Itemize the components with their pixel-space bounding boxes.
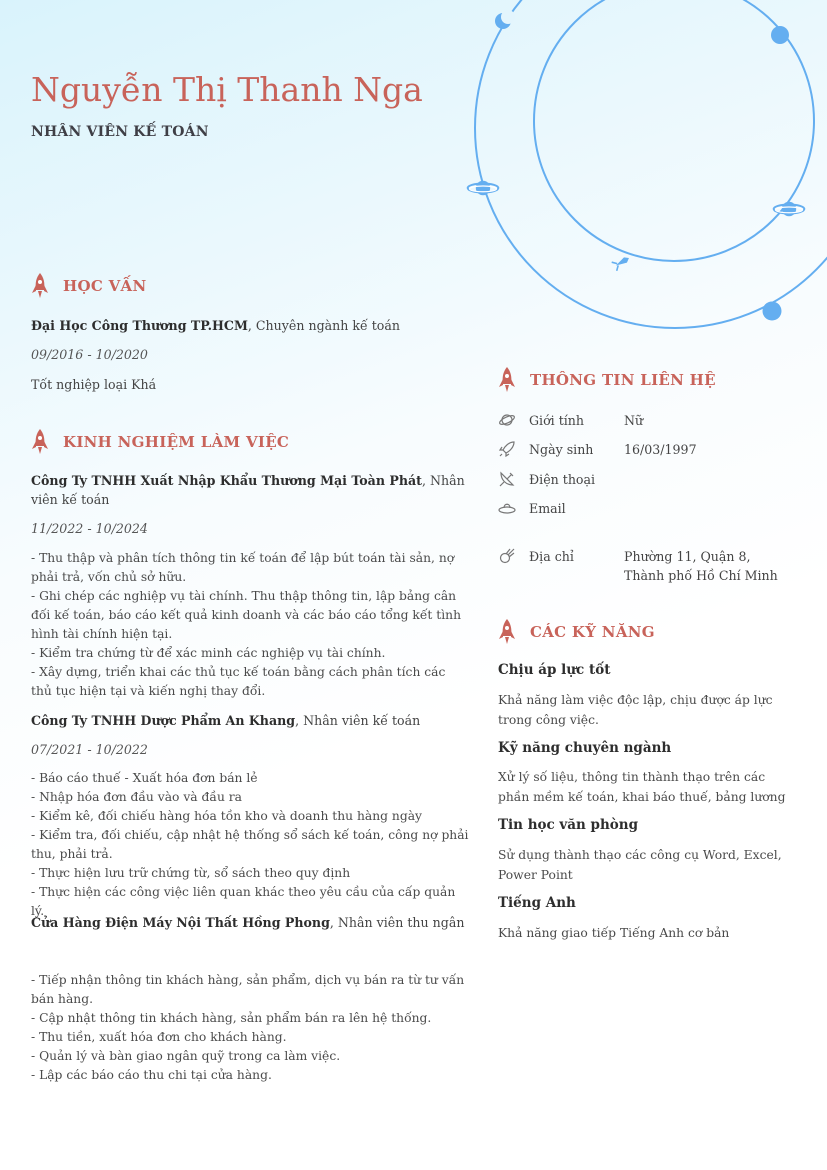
school-name: Đại Học Công Thương TP.HCM — [31, 318, 248, 333]
job-duty: - Nhập hóa đơn đầu vào và đầu ra — [31, 790, 242, 804]
job-period: 07/2021 - 10/2022 — [31, 742, 148, 757]
contact-value: Nữ — [624, 413, 644, 428]
full-name: Nguyễn Thị Thanh Nga — [31, 70, 423, 109]
experience-title: KINH NGHIỆM LÀM VIỆC — [63, 433, 290, 451]
contact-value: Phường 11, Quận 8, Thành phố Hồ Chí Minh — [624, 549, 778, 583]
job-duty: - Lập các báo cáo thu chi tại cửa hàng. — [31, 1068, 272, 1082]
job-description — [31, 549, 469, 701]
job-duty: - Ghi chép các nghiệp vụ tài chính. Thu thập thông tin, lập bảng cân đối kế toán, báo cáo kết quả kinh doanh và các báo cáo tổng kết tình hình tài chính hiện tại. — [31, 589, 462, 641]
rocket-small-icon — [612, 254, 632, 271]
job-title: NHÂN VIÊN KẾ TOÁN — [31, 124, 209, 140]
skill-description: Khả năng làm việc độc lập, chịu được áp lực trong công việc. — [498, 693, 773, 727]
contact-row-gender — [498, 411, 798, 430]
skills-title: CÁC KỸ NĂNG — [530, 623, 655, 641]
contact-value — [624, 499, 798, 518]
comet-icon — [498, 547, 516, 565]
job-duty: - Tiếp nhận thông tin khách hàng, sản phẩm, dịch vụ bán ra từ tư vấn bán hàng. — [31, 973, 465, 1006]
job-duty: - Báo cáo thuế - Xuất hóa đơn bán lẻ — [31, 771, 258, 785]
ufo-icon — [498, 499, 516, 517]
job-company: Công Ty TNHH Xuất Nhập Khẩu Thương Mại Toàn Phát — [31, 473, 422, 488]
skill-name: Tin học văn phòng — [498, 817, 639, 833]
education-note: Tốt nghiệp loại Khá — [31, 377, 157, 392]
rocket-icon — [31, 428, 49, 456]
rocket-icon — [498, 366, 516, 394]
job-header — [31, 913, 471, 932]
job-role: , Nhân viên thu ngân — [329, 915, 465, 930]
job-duty: - Xây dựng, triển khai các thủ tục kế toán bằng cách phân tích các thủ tục hiện tại và kiến nghị thay đổi. — [31, 665, 446, 698]
contact-label: Email — [529, 501, 566, 516]
satellite-icon — [498, 470, 516, 488]
job-duty: - Thu thập và phân tích thông tin kế toán để lập bút toán tài sản, nợ phải trả, vốn chủ sở hữu. — [31, 551, 455, 584]
moon-icon — [495, 10, 515, 29]
skills-heading — [498, 618, 655, 646]
job-duty: - Thực hiện lưu trữ chứng từ, sổ sách theo quy định — [31, 866, 351, 880]
job-description — [31, 769, 469, 921]
job-role: , Nhân viên kế toán — [295, 713, 421, 728]
skill-name: Tiếng Anh — [498, 895, 576, 911]
job-header — [31, 471, 471, 509]
contact-label: Giới tính — [529, 413, 585, 428]
contact-label: Điện thoại — [529, 472, 596, 487]
job-duty: - Thực hiện các công việc liên quan khác theo yêu cầu của cấp quản lý. — [31, 885, 456, 918]
planet-dot-icon — [771, 26, 789, 44]
planet-dot-icon — [763, 302, 782, 321]
contact-row-email — [498, 499, 798, 518]
rocket-icon — [498, 618, 516, 646]
rocket-icon — [31, 272, 49, 300]
education-heading — [31, 272, 147, 300]
skill-description: Khả năng giao tiếp Tiếng Anh cơ bản — [498, 926, 730, 940]
education-period: 09/2016 - 10/2020 — [31, 347, 148, 362]
job-description — [31, 971, 469, 1085]
job-role: , Nhân viên kế toán — [31, 473, 465, 507]
job-duty: - Kiểm kê, đối chiếu hàng hóa tồn kho và doanh thu hàng ngày — [31, 809, 422, 823]
job-company: Cửa Hàng Điện Máy Nội Thất Hồng Phong — [31, 915, 330, 930]
planet-icon — [498, 411, 516, 429]
job-duty: - Kiểm tra, đối chiếu, cập nhật hệ thống sổ sách kế toán, công nợ phải thu, phải trả. — [31, 828, 469, 861]
job-header — [31, 711, 471, 730]
job-duty: - Kiểm tra chứng từ để xác minh các nghiệp vụ tài chính. — [31, 646, 386, 660]
contact-title: THÔNG TIN LIÊN HỆ — [530, 371, 716, 389]
skill-description: Xử lý số liệu, thông tin thành thạo trên các phần mềm kế toán, khai báo thuế, bảng lương — [498, 770, 786, 804]
education-title: HỌC VẤN — [63, 277, 147, 295]
contact-label: Ngày sinh — [529, 442, 594, 457]
skill-name: Kỹ năng chuyên ngành — [498, 740, 672, 756]
job-company: Công Ty TNHH Dược Phẩm An Khang — [31, 713, 296, 728]
education-school-line — [31, 316, 471, 335]
job-duty: - Thu tiền, xuất hóa đơn cho khách hàng. — [31, 1030, 287, 1044]
job-duty: - Quản lý và bàn giao ngân quỹ trong ca làm việc. — [31, 1049, 341, 1063]
contact-heading — [498, 366, 716, 394]
saturn-icon — [468, 181, 499, 195]
contact-value: 16/03/1997 — [624, 442, 697, 457]
experience-heading — [31, 428, 289, 456]
job-period: 11/2022 - 10/2024 — [31, 521, 148, 536]
school-major: , Chuyên ngành kế toán — [247, 318, 401, 333]
skill-name: Chịu áp lực tốt — [498, 662, 611, 678]
job-duty: - Cập nhật thông tin khách hàng, sản phẩm bán ra lên hệ thống. — [31, 1011, 432, 1025]
contact-row-address — [498, 547, 798, 585]
rocket-icon — [498, 440, 516, 458]
contact-row-birthday — [498, 440, 798, 459]
skill-description: Sử dụng thành thạo các công cụ Word, Excel, Power Point — [498, 848, 782, 882]
contact-value — [624, 470, 798, 489]
contact-label: Địa chỉ — [529, 549, 574, 564]
contact-row-phone — [498, 470, 798, 489]
